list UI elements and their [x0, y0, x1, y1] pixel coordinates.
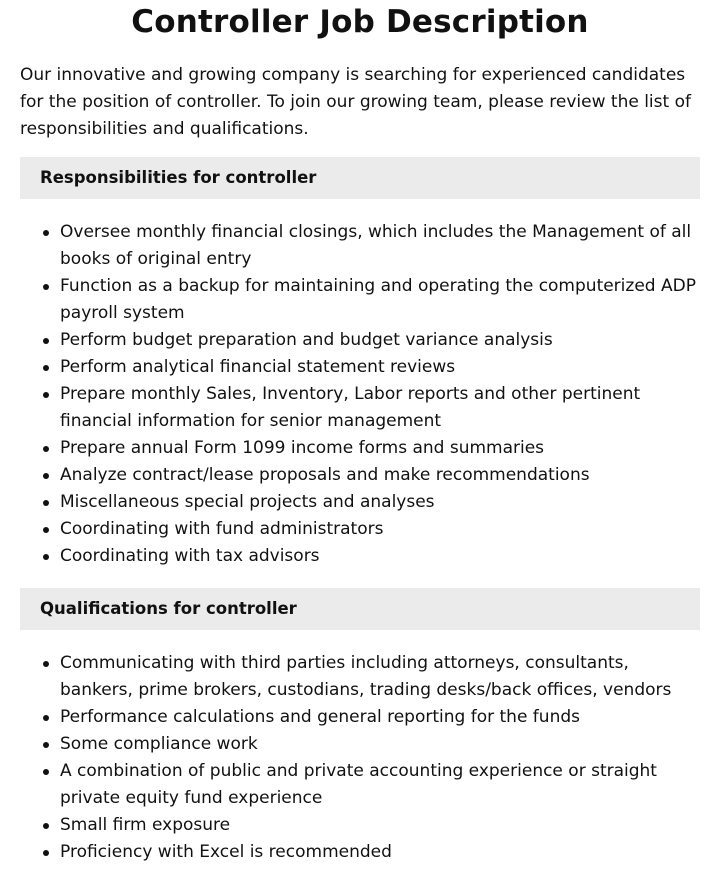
- responsibilities-list: [20, 219, 700, 570]
- list-item: Communicating with third parties including attorneys, consultants, bankers, prime brokers, custodians, trading desks/back offices, vendors: [60, 650, 700, 704]
- qualifications-heading: Qualifications for controller: [20, 588, 700, 630]
- list-item: Prepare annual Form 1099 income forms and summaries: [60, 435, 700, 462]
- list-item: Some compliance work: [60, 731, 700, 758]
- list-item: Small firm exposure: [60, 812, 700, 839]
- list-item: Performance calculations and general reporting for the funds: [60, 704, 700, 731]
- list-item: Perform analytical financial statement reviews: [60, 354, 700, 381]
- list-item: Oversee monthly financial closings, which includes the Management of all books of original entry: [60, 219, 700, 273]
- responsibilities-heading: Responsibilities for controller: [20, 157, 700, 199]
- list-item: Analyze contract/lease proposals and make recommendations: [60, 462, 700, 489]
- list-item: A combination of public and private accounting experience or straight private equity fund experience: [60, 758, 700, 812]
- qualifications-list: [20, 650, 700, 866]
- list-item: Proficiency with Excel is recommended: [60, 839, 700, 866]
- list-item: Miscellaneous special projects and analyses: [60, 489, 700, 516]
- list-item: Coordinating with fund administrators: [60, 516, 700, 543]
- list-item: Function as a backup for maintaining and operating the computerized ADP payroll system: [60, 273, 700, 327]
- page-title: Controller Job Description: [131, 4, 589, 40]
- list-item: Prepare monthly Sales, Inventory, Labor reports and other pertinent financial information for senior management: [60, 381, 700, 435]
- intro-paragraph: Our innovative and growing company is searching for experienced candidates for the position of controller. To join our growing team, please review the list of responsibilities and qualifications.: [20, 65, 691, 139]
- list-item: Perform budget preparation and budget variance analysis: [60, 327, 700, 354]
- list-item: Coordinating with tax advisors: [60, 543, 700, 570]
